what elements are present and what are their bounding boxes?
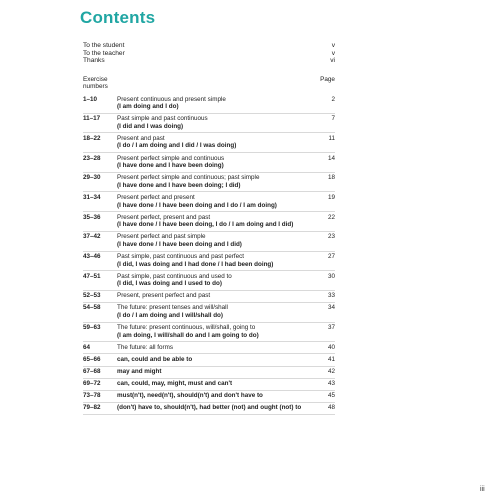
- table-row: [83, 114, 335, 134]
- table-row: [83, 271, 335, 291]
- page-ref: 2: [331, 95, 335, 103]
- topic-forms: (I am doing, I will/shall do and I am going to do): [117, 331, 259, 339]
- table-row: [83, 391, 335, 403]
- table-row: [83, 232, 335, 252]
- topic: [117, 392, 335, 400]
- topic-forms: (I do / I am doing and I will/shall do): [117, 312, 223, 320]
- exercise-number: 69–72: [83, 380, 101, 388]
- topic-title: must(n't), need(n't), should(n't) and don't have to: [117, 392, 263, 400]
- topic: [117, 155, 335, 170]
- column-headers: [83, 76, 335, 90]
- topic: [117, 115, 335, 130]
- exercise-number: 65–66: [83, 355, 101, 363]
- exercise-numbers-header: Exercise numbers: [83, 76, 108, 91]
- front-matter-list: [83, 42, 335, 65]
- page-ref: 23: [327, 233, 335, 241]
- table-row: [83, 173, 335, 193]
- page-ref: 37: [327, 324, 335, 332]
- topic: [117, 368, 335, 376]
- topic: [117, 356, 335, 364]
- table-row: [83, 212, 335, 232]
- page-ref: 22: [327, 213, 335, 221]
- exercise-number: 73–78: [83, 392, 101, 400]
- topic: [117, 304, 335, 319]
- page-title: Contents: [80, 8, 156, 27]
- exercise-number: 64: [83, 343, 91, 351]
- topic-title: Present and past: [117, 134, 165, 142]
- topic-title: Present perfect, present and past: [117, 213, 211, 221]
- topic-title: can, could and be able to: [117, 355, 193, 363]
- topic: [117, 273, 335, 288]
- exercise-number: 35–36: [83, 213, 101, 221]
- topic-forms: (I have done / I have been doing, I do / I am doing and I did): [117, 221, 294, 229]
- topic-title: Present perfect simple and continuous: [117, 154, 225, 162]
- page-header: Page: [320, 76, 335, 83]
- topic-title: The future: present continuous, will/shall, going to: [117, 324, 256, 332]
- exercise-number: 67–68: [83, 368, 101, 376]
- exercise-number: 79–82: [83, 404, 101, 412]
- exercise-number: 31–34: [83, 193, 101, 201]
- front-matter-item: [83, 42, 335, 50]
- front-matter-page: v: [331, 49, 335, 57]
- topic: [117, 174, 335, 189]
- topic: [117, 344, 335, 352]
- page-ref: 48: [327, 404, 335, 412]
- page-ref: 11: [328, 134, 335, 142]
- front-matter-page: v: [331, 42, 335, 49]
- front-matter-label: To the student: [83, 42, 125, 49]
- exercise-number: 47–51: [83, 272, 101, 280]
- topic-forms: (I did and I was doing): [117, 122, 184, 130]
- topic: [117, 96, 335, 111]
- topic: [117, 324, 335, 339]
- topic: [117, 253, 335, 268]
- exercise-number: 29–30: [83, 174, 101, 182]
- exercise-number: 37–42: [83, 233, 101, 241]
- topic: [117, 380, 335, 388]
- page-ref: 14: [327, 154, 335, 162]
- table-row: [83, 192, 335, 212]
- topic: [117, 194, 335, 209]
- table-row: [83, 252, 335, 272]
- table-row: [83, 291, 335, 303]
- topic-forms: (I did, I was doing and I used to do): [117, 280, 222, 288]
- topic-title: Present perfect and present: [117, 193, 195, 201]
- page-ref: 18: [327, 174, 335, 182]
- topic-forms: (I have done and I have been doing): [117, 162, 224, 170]
- topic-title: The future: present tenses and will/shall: [117, 304, 228, 312]
- page-ref: 30: [327, 272, 335, 280]
- front-matter-item: [83, 57, 335, 65]
- topic-forms: (I did, I was doing and I had done / I had been doing): [117, 260, 274, 268]
- page-ref: 45: [327, 392, 335, 400]
- table-row: [83, 94, 335, 114]
- topic: [117, 135, 335, 150]
- front-matter-page: vi: [330, 57, 335, 65]
- table-row: [83, 403, 335, 415]
- page-ref: 41: [327, 355, 335, 363]
- topic-title: Past simple, past continuous and used to: [117, 272, 232, 280]
- topic-title: Present continuous and present simple: [117, 95, 226, 103]
- exercise-number: 23–28: [83, 154, 101, 162]
- exercise-number: 52–53: [83, 292, 101, 300]
- table-row: [83, 323, 335, 343]
- page-ref: 42: [327, 368, 335, 376]
- topic-title: Present perfect simple and continuous; past simple: [117, 174, 260, 182]
- table-row: [83, 153, 335, 173]
- topic-forms: (I do / I am doing and I did / I was doing): [117, 142, 237, 150]
- table-row: [83, 133, 335, 153]
- page-ref: 43: [327, 380, 335, 388]
- topic: [117, 404, 335, 412]
- exercise-number: 43–46: [83, 253, 101, 260]
- topic-forms: (I have done and I have been doing; I did): [117, 181, 241, 189]
- table-row: [83, 367, 335, 379]
- topic-title: Past simple and past continuous: [117, 115, 208, 123]
- topic: [117, 214, 335, 229]
- table-row: [83, 303, 335, 323]
- page-ref: 40: [327, 343, 335, 351]
- table-row: [83, 379, 335, 391]
- topic-forms: (I am doing and I do): [117, 103, 179, 111]
- topic-title: may and might: [117, 368, 162, 376]
- front-matter-label: To the teacher: [83, 49, 125, 57]
- topic-forms: (I have done / I have been doing and I do / I am doing): [117, 201, 277, 209]
- page-ref: 34: [327, 304, 335, 312]
- topic-title: Present, present perfect and past: [117, 292, 211, 300]
- page-number: iii: [480, 486, 485, 493]
- topic-title: Past simple, past continuous and past perfect: [117, 253, 245, 260]
- table-row: [83, 342, 335, 354]
- exercise-number: 54–58: [83, 304, 101, 312]
- front-matter-item: [83, 50, 335, 58]
- table-row: [83, 354, 335, 366]
- exercise-number: 1–10: [83, 95, 98, 103]
- topic: [117, 233, 335, 248]
- topic-title: Present perfect and past simple: [117, 233, 206, 241]
- topic-title: The future: all forms: [117, 343, 173, 351]
- exercise-number: 59–63: [83, 324, 101, 332]
- front-matter-label: Thanks: [83, 57, 105, 65]
- topic: [117, 292, 335, 300]
- topic-title: (don't) have to, should(n't), had better (not) and ought (not) to: [117, 404, 302, 412]
- page-ref: 7: [331, 115, 335, 123]
- page-ref: 19: [327, 193, 335, 201]
- exercise-number: 11–17: [83, 115, 101, 123]
- contents-table: [83, 94, 335, 415]
- page-ref: 27: [327, 253, 335, 260]
- page-ref: 33: [327, 292, 335, 300]
- topic-title: can, could, may, might, must and can't: [117, 380, 233, 388]
- exercise-number: 18–22: [83, 134, 101, 142]
- topic-forms: (I have done / I have been doing and I did): [117, 240, 242, 248]
